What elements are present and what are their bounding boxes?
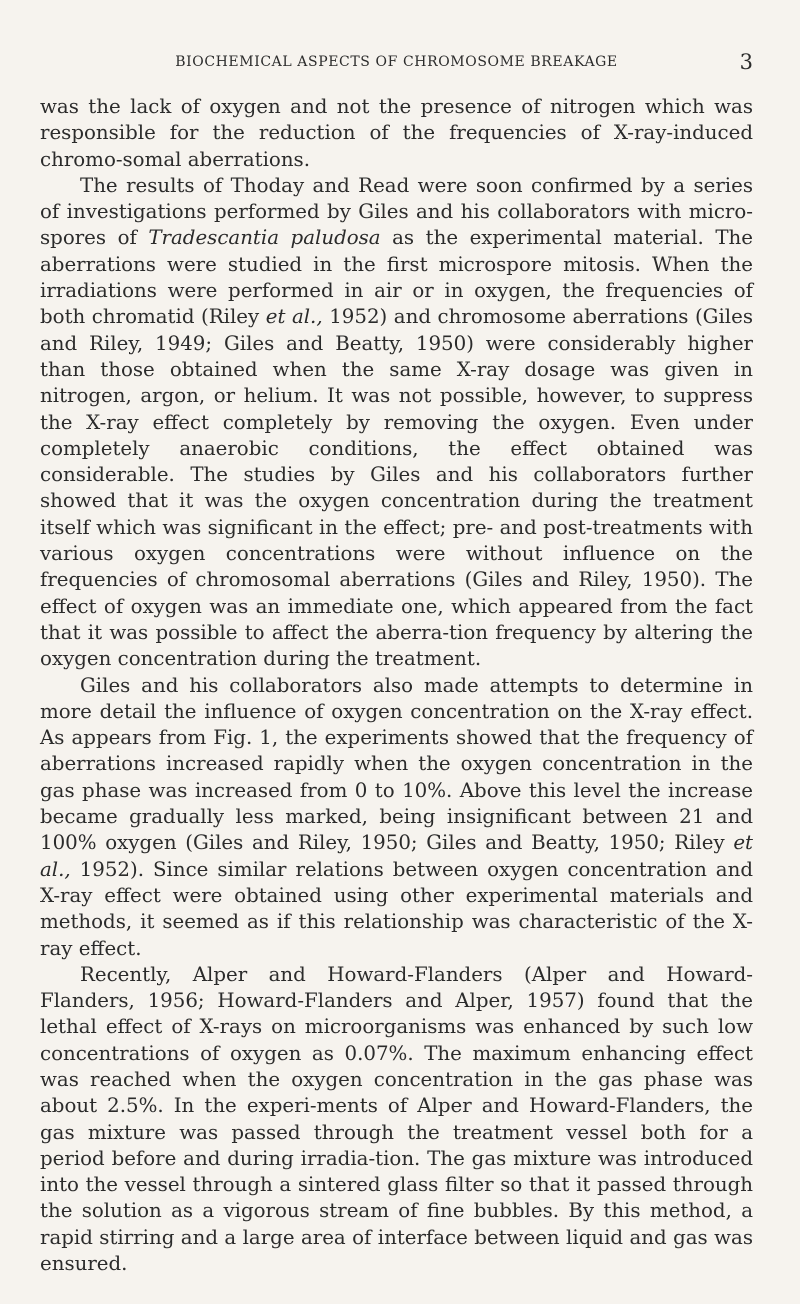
citation-et-al: et al., — [265, 305, 323, 329]
page-header — [40, 52, 753, 82]
paragraph-2-text-a: The results of Thoday and Read were soon confirmed by a series of investigations performed by Giles and his collaborators with micro-spores of — [40, 173, 753, 250]
species-name: Tradescantia paludosa — [148, 226, 381, 250]
running-head: BIOCHEMICAL ASPECTS OF CHROMOSOME BREAKAGE — [175, 54, 618, 70]
body-text — [40, 94, 753, 1277]
paragraph-2-text-b: as the experimental material. The aberrations were studied in the first microspore mitosis. When the irradiations were performed in air or in oxygen, the frequencies of both chromatid (Riley — [40, 226, 753, 329]
paragraph-2 — [40, 173, 753, 673]
citation-et-al: et al., — [40, 831, 753, 881]
paragraph-1: was the lack of oxygen and not the presence of nitrogen which was responsible for the reduction of the frequencies of X-ray-induced chromo-somal aberrations. — [40, 95, 753, 171]
paragraph-3-text-b: 1952). Since similar relations between oxygen concentration and X-ray effect were obtained using other experimental materials and methods, it seemed as if this relationship was characteristic of the X-ray effect. — [40, 857, 753, 960]
page-number: 3 — [739, 50, 753, 74]
paragraph-2-text-c: 1952) and chromosome aberrations (Giles and Riley, 1949; Giles and Beatty, 1950) were considerably higher than those obtained when the same X-ray dosage was given in nitrogen, argon, or helium. It was not possible, however, to suppress the X-ray effect completely by removing the oxygen. Even under completely anaerobic conditions, the effect obtained was considerable. The studies by Giles and his collaborators further showed that it was the oxygen concentration during the treatment itself which was significant in the effect; pre- and post-treatments with various oxygen concentrations were without influence on the frequencies of chromosomal aberrations (Giles and Riley, 1950). The effect of oxygen was an immediate one, which appeared from the fact that it was possible to affect the aberra-tion frequency by altering the oxygen concentration during the treatment. — [40, 305, 753, 671]
paragraph-4: Recently, Alper and Howard-Flanders (Alper and Howard-Flanders, 1956; Howard-Flanders and Alper, 1957) found that the lethal effect of X-rays on microorganisms was enhanced by such low concentrations of oxygen as 0.07%. The maximum enhancing effect was reached when the oxygen concentration in the gas phase was about 2.5%. In the experi-ments of Alper and Howard-Flanders, the gas mixture was passed through the treatment vessel both for a period before and during irradia-tion. The gas mixture was introduced into the vessel through a sintered glass filter so that it passed through the solution as a vigorous stream of fine bubbles. By this method, a rapid stirring and a large area of interface between liquid and gas was ensured. — [40, 962, 753, 1276]
paragraph-3 — [40, 673, 753, 962]
paragraph-3-text-a: Giles and his collaborators also made attempts to determine in more detail the influence of oxygen concentration on the X-ray effect. As appears from Fig. 1, the experiments showed that the frequency of aberrations increased rapidly when the oxygen concentration in the gas phase was increased from 0 to 10%. Above this level the increase became gradually less marked, being insignificant between 21 and 100% oxygen (Giles and Riley, 1950; Giles and Beatty, 1950; Riley — [40, 673, 753, 855]
page — [40, 52, 753, 1277]
